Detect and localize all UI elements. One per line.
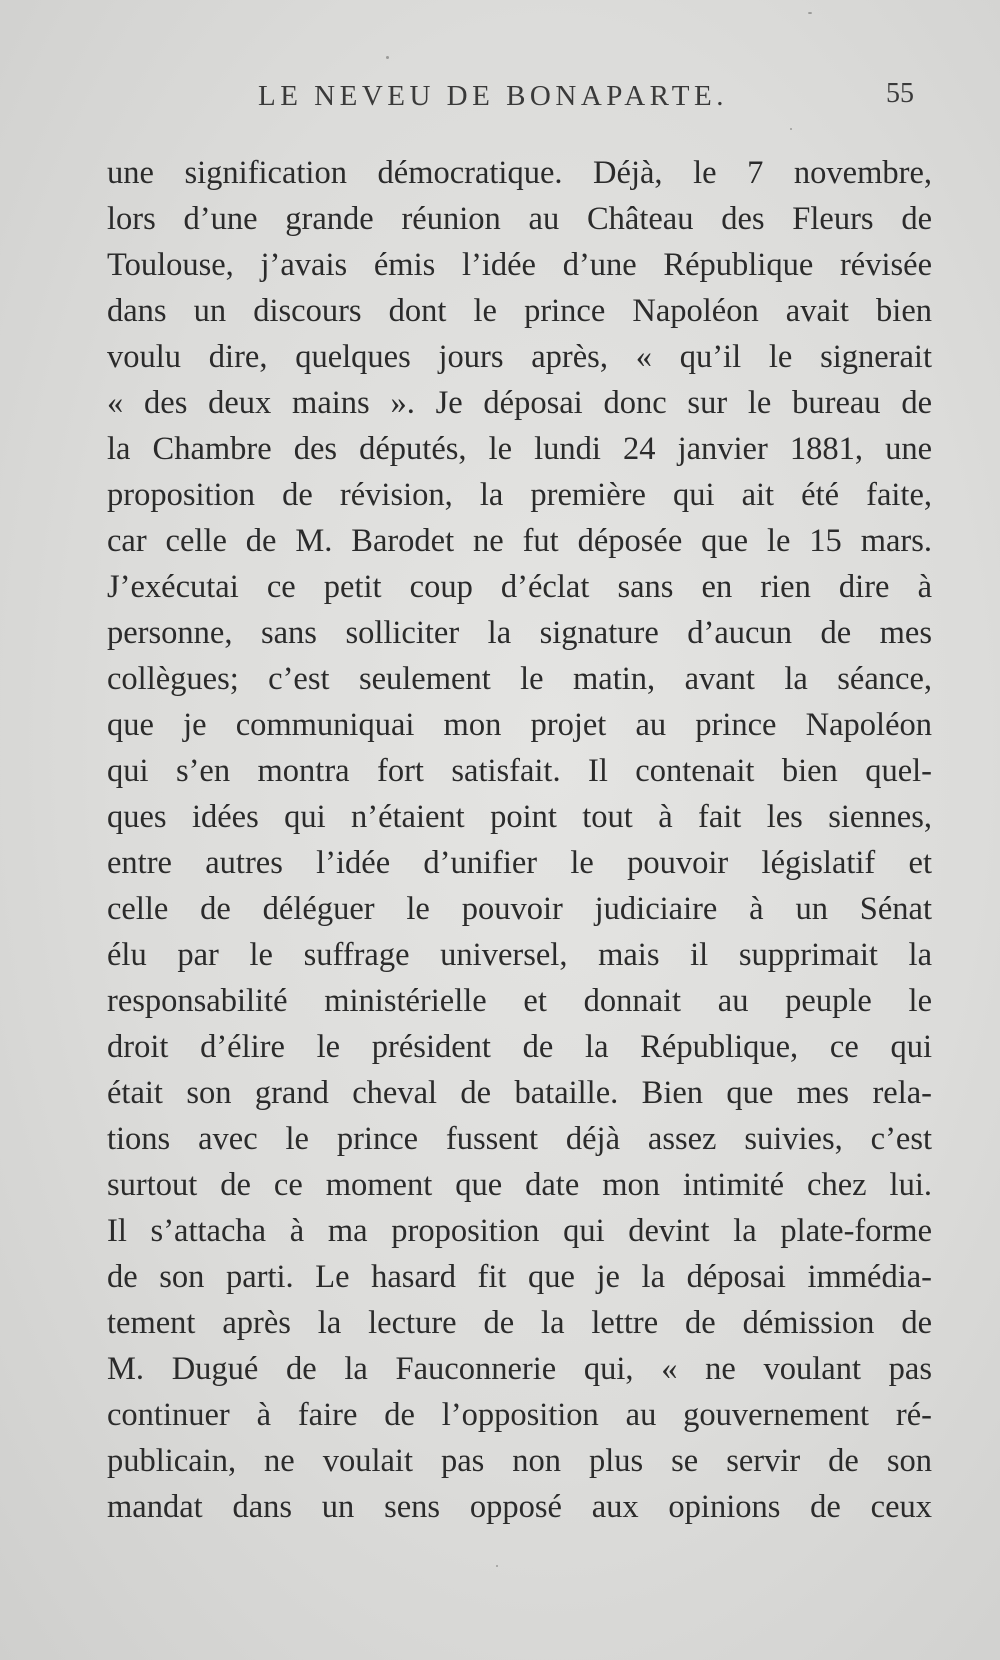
text-line: une signification démocratique. Déjà, le 7 novembre, [107, 155, 932, 191]
text-line: car celle de M. Barodet ne fut déposée que le 15 mars. [107, 523, 932, 559]
paper-speck [808, 12, 812, 14]
text-line: droit d’élire le président de la République, ce qui [107, 1029, 932, 1065]
text-line: responsabilité ministérielle et donnait au peuple le [107, 983, 932, 1019]
body-text [107, 150, 932, 1530]
text-line: collègues; c’est seulement le matin, avant la séance, [107, 661, 932, 697]
text-line: dans un discours dont le prince Napoléon avait bien [107, 293, 932, 329]
text-line: J’exécutai ce petit coup d’éclat sans en rien dire à [107, 569, 932, 605]
text-line: continuer à faire de l’opposition au gouvernement ré- [107, 1397, 932, 1433]
text-line: Il s’attacha à ma proposition qui devint la plate-forme [107, 1213, 932, 1249]
text-line: de son parti. Le hasard fit que je la déposai immédia- [107, 1259, 932, 1295]
text-line: personne, sans solliciter la signature d’aucun de mes [107, 615, 932, 651]
text-line: lors d’une grande réunion au Château des Fleurs de [107, 201, 932, 237]
running-head-title: LE NEVEU DE BONAPARTE. [258, 80, 728, 112]
page-number: 55 [886, 78, 914, 109]
text-line: élu par le suffrage universel, mais il supprimait la [107, 937, 932, 973]
text-line: tions avec le prince fussent déjà assez suivies, c’est [107, 1121, 932, 1157]
paper-speck [386, 56, 389, 59]
text-line: mandat dans un sens opposé aux opinions de ceux [107, 1489, 932, 1525]
text-line: « des deux mains ». Je déposai donc sur le bureau de [107, 385, 932, 421]
text-line: ques idées qui n’étaient point tout à fait les siennes, [107, 799, 932, 835]
text-line: M. Dugué de la Fauconnerie qui, « ne voulant pas [107, 1351, 932, 1387]
text-line: entre autres l’idée d’unifier le pouvoir législatif et [107, 845, 932, 881]
paper-speck [790, 128, 792, 130]
text-line: que je communiquai mon projet au prince Napoléon [107, 707, 932, 743]
text-line: la Chambre des députés, le lundi 24 janvier 1881, une [107, 431, 932, 467]
text-line: celle de déléguer le pouvoir judiciaire à un Sénat [107, 891, 932, 927]
text-line: proposition de révision, la première qui ait été faite, [107, 477, 932, 513]
text-line: tement après la lecture de la lettre de démission de [107, 1305, 932, 1341]
text-line: qui s’en montra fort satisfait. Il contenait bien quel- [107, 753, 932, 789]
text-line: publicain, ne voulait pas non plus se servir de son [107, 1443, 932, 1479]
text-line: surtout de ce moment que date mon intimité chez lui. [107, 1167, 932, 1203]
text-line: voulu dire, quelques jours après, « qu’il le signerait [107, 339, 932, 375]
text-line: Toulouse, j’avais émis l’idée d’une République révisée [107, 247, 932, 283]
paper-speck [496, 1565, 498, 1567]
text-line: était son grand cheval de bataille. Bien que mes rela- [107, 1075, 932, 1111]
